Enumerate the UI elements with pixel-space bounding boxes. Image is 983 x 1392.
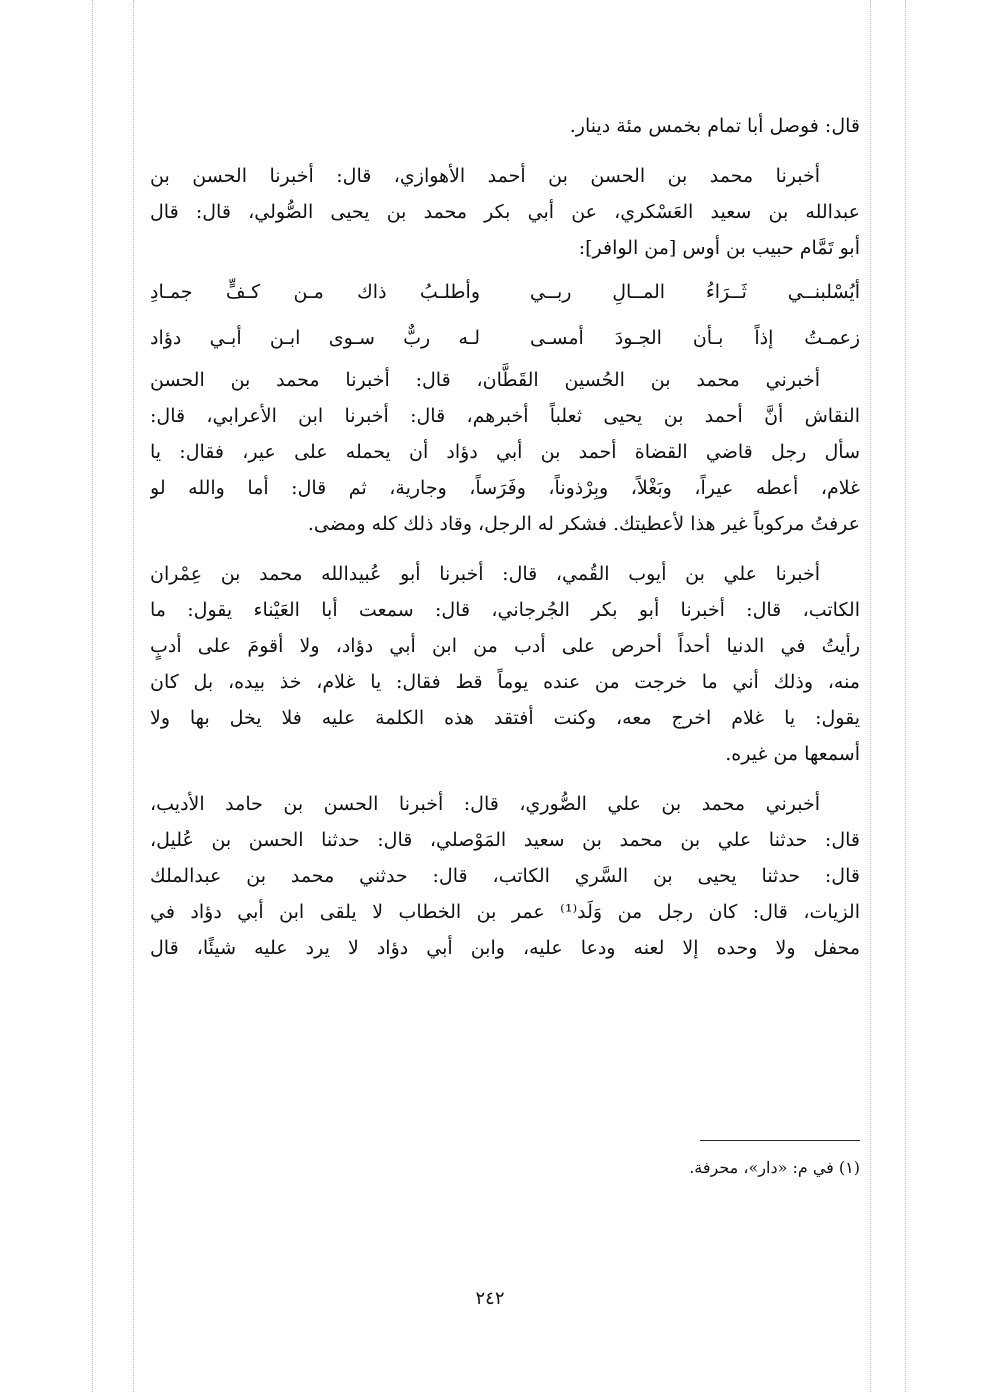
verse-first-hemistich: زعمـتُ إذاً بـأن الجـودَ أمسـى xyxy=(530,327,860,349)
text-line: رأيتُ في الدنيا أحداً أحرص على أدب من ابن أبي دؤاد، ولا أقومَ على أدبٍ xyxy=(150,635,860,657)
text-line: عرفتُ مركوباً غير هذا لأعطيتك. فشكر له الرجل، وقاد ذلك كله ومضى. xyxy=(307,513,860,535)
text-line: النقاش أنَّ أحمد بن يحيى ثعلباً أخبرهم، قال: أخبرنا ابن الأعرابي، قال: xyxy=(150,405,860,427)
scan-guide-line xyxy=(905,0,906,1392)
text-line: الزيات، قال: كان رجل من وَلَد⁽¹⁾ عمر بن الخطاب لا يلقى ابن أبي دؤاد في xyxy=(150,901,860,923)
text-line: يقول: يا غلام اخرج معه، وكنت أفتقد هذه الكلمة عليه فلا يخل بها ولا xyxy=(150,707,860,729)
text-line: الكاتب، قال: أخبرنا أبو بكر الجُرجاني، قال: سمعت أبا العَيْناء يقول: ما xyxy=(150,599,860,621)
text-line: أخبرنا علي بن أيوب القُمي، قال: أخبرنا أبو عُبيدالله محمد بن عِمْران xyxy=(150,563,820,585)
page-body xyxy=(150,108,860,966)
text-line: محفل ولا وحده إلا لعنه ودعا عليه، وابن أبي دؤاد لا يرد عليه شيئًا، قال xyxy=(150,937,860,959)
footnote-divider xyxy=(700,1140,860,1141)
verse-second-hemistich: وأطلـبُ ذاك مـن كـفٍّ جمـادِ xyxy=(150,281,480,303)
text-line: أخبرني محمد بن علي الصُّوري، قال: أخبرنا الحسن بن حامد الأديب، xyxy=(150,793,820,815)
text-line: منه، وذلك أني ما خرجت من عنده يوماً قط فقال: يا غلام، خذ بيده، بل كان xyxy=(150,671,860,693)
page-number: ٢٤٢ xyxy=(475,1288,505,1309)
scan-guide-line xyxy=(133,0,134,1392)
verse-second-hemistich: لـه ربٌّ سـوى ابـن أبـي دؤاد xyxy=(150,327,480,349)
poem-verse xyxy=(150,318,860,358)
verse-first-hemistich: أيُسْلبنــي ثَــرَاءُ المــالِ ربــي xyxy=(530,281,860,303)
footnote: (١) في م: «دار»، محرفة. xyxy=(689,1158,860,1177)
text-line: غلام، أعطه عيراً، وبَغْلاً، وبِرْذوناً، وفَرَساً، وجارية، ثم قال: أما والله لو xyxy=(150,477,860,499)
text-line: عبدالله بن سعيد العَسْكري، عن أبي بكر محمد بن يحيى الصُّولي، قال: قال xyxy=(150,201,860,223)
poem-verse xyxy=(150,272,860,312)
scan-guide-line xyxy=(92,0,93,1392)
text-line: أخبرنا محمد بن الحسن بن أحمد الأهوازي، قال: أخبرنا الحسن بن xyxy=(150,165,820,187)
scan-guide-line xyxy=(870,0,871,1392)
text-line: قال: حدثنا علي بن محمد بن سعيد المَوْصلي، قال: حدثنا الحسن بن عُليل، xyxy=(150,829,860,851)
text-line: سأل رجل قاضي القضاة أحمد بن أبي دؤاد أن يحمله على عير، فقال: يا xyxy=(150,441,860,463)
text-line: أسمعها من غيره. xyxy=(725,743,860,765)
text-line: أبو تَمَّام حبيب بن أوس [من الوافر]: xyxy=(578,237,860,259)
text-line: أخبرني محمد بن الحُسين القَطَّان، قال: أخبرنا محمد بن الحسن xyxy=(150,369,820,391)
text-line: قال: فوصل أبا تمام بخمس مئة دينار. xyxy=(569,115,860,137)
text-line: قال: حدثنا يحيى بن السَّري الكاتب، قال: حدثني محمد بن عبدالملك xyxy=(150,865,860,887)
